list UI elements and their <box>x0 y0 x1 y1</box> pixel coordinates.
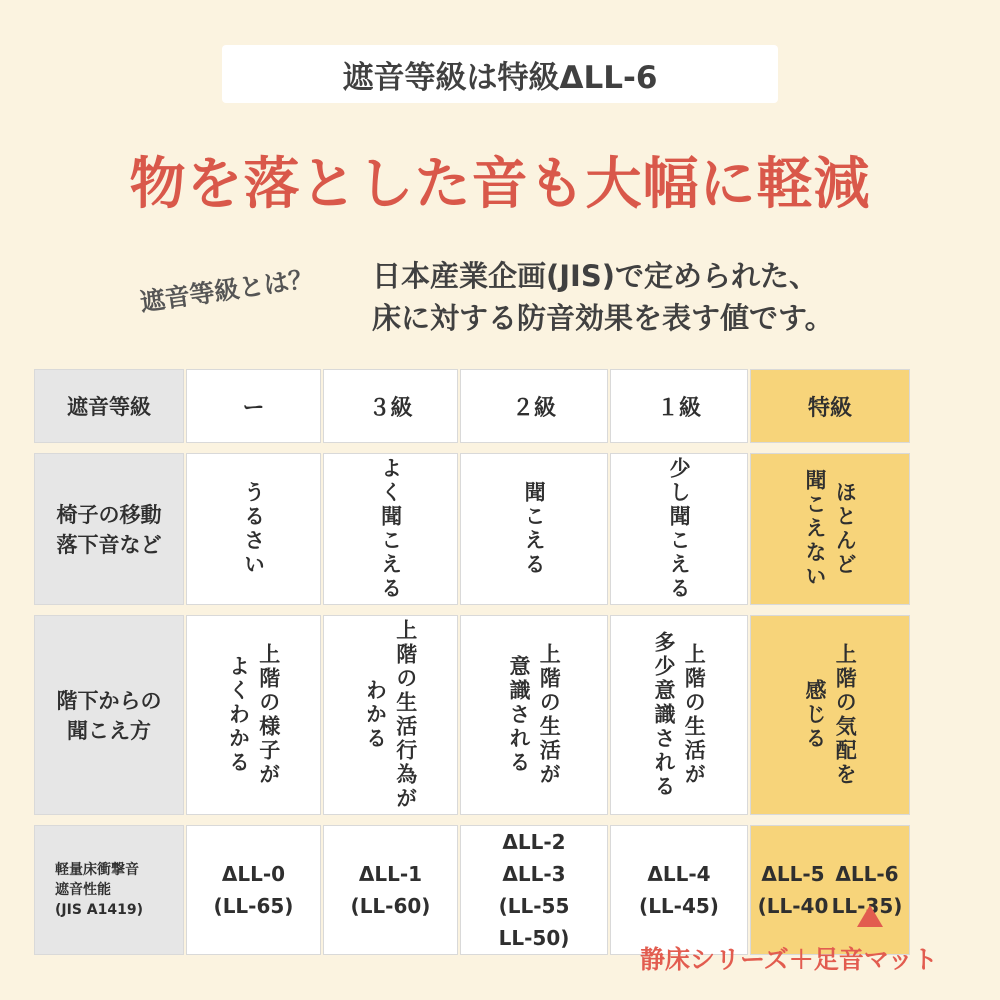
vertical-text: よく聞こえる <box>378 457 403 601</box>
performance-value: ΔLL-5 <box>761 862 825 886</box>
performance-value: (LL-65) <box>213 894 294 918</box>
performance-value: ΔLL-4 <box>647 862 711 886</box>
row-header-chair <box>34 453 184 605</box>
headline: 物を落とした音も大幅に軽減 <box>129 152 871 217</box>
vertical-text: 聞こえない <box>803 469 827 589</box>
performance-value: ΔLL-0 <box>221 862 286 886</box>
row-header-performance-line: 遮音性能 <box>55 882 111 898</box>
row-header-grade: 遮音等級 <box>34 369 184 443</box>
chair-cell <box>460 453 608 605</box>
performance-value: LL-50) <box>498 926 570 950</box>
row-header-hearing <box>34 615 184 815</box>
row-header-hearing-line: 階下からの <box>56 689 162 713</box>
vertical-text: 上階の生活が <box>682 643 707 787</box>
performance-cell <box>323 825 458 955</box>
vertical-text: 少し聞こえる <box>667 457 692 601</box>
chair-cell <box>323 453 458 605</box>
vertical-text: 感じる <box>803 679 827 751</box>
vertical-text: よくわかる <box>226 655 251 775</box>
row-header-chair-line: 落下音など <box>56 533 162 557</box>
performance-value: LL-35) <box>831 894 903 918</box>
grade-cell-highlight: 特級 <box>750 369 910 443</box>
explanation <box>372 255 834 339</box>
hearing-cell <box>610 615 748 815</box>
sound-insulation-table <box>32 367 912 957</box>
question-label: 遮音等級とは？ <box>138 263 316 317</box>
performance-value: ΔLL-3 <box>502 862 566 886</box>
grade-cell: ２級 <box>460 369 608 443</box>
row-header-performance-line: 軽量床衝撃音 <box>55 862 139 878</box>
vertical-text: うるさい <box>241 481 266 577</box>
row-header-performance-line: (JIS A1419) <box>55 902 143 918</box>
explanation-line-2: 床に対する防音効果を表す値です。 <box>372 301 834 335</box>
performance-value: ΔLL-2 <box>502 830 566 854</box>
vertical-text: 上階の生活が <box>537 643 562 787</box>
performance-value: (LL-40 <box>757 894 829 918</box>
explanation-line-1: 日本産業企画(JIS)で定められた、 <box>372 259 818 293</box>
row-header-hearing-line: 聞こえ方 <box>67 719 151 743</box>
grade-cell: １級 <box>610 369 748 443</box>
row-header-performance <box>34 825 184 955</box>
hearing-cell <box>323 615 458 815</box>
chair-cell <box>186 453 321 605</box>
vertical-text: 多少意識される <box>652 631 676 799</box>
hearing-cell-highlight <box>750 615 910 815</box>
product-note: 静床シリーズ＋足音マット <box>640 945 938 974</box>
performance-value: (LL-45) <box>639 894 719 918</box>
chair-cell-highlight <box>750 453 910 605</box>
vertical-text: 上階の様子が <box>256 643 281 787</box>
hearing-cell <box>460 615 608 815</box>
performance-value: ΔLL-1 <box>358 862 423 886</box>
performance-cell-highlight <box>750 825 910 955</box>
vertical-text: ほとんど <box>833 481 858 577</box>
performance-value: ΔLL-6 <box>835 862 899 886</box>
vertical-text: わかる <box>363 679 388 751</box>
hearing-cell <box>186 615 321 815</box>
vertical-text: 上階の気配を <box>833 643 858 787</box>
grade-cell: ー <box>186 369 321 443</box>
performance-cell <box>186 825 321 955</box>
grade-cell: ３級 <box>323 369 458 443</box>
performance-value: (LL-60) <box>350 894 431 918</box>
vertical-text: 上階の生活行為が <box>393 619 418 811</box>
chair-cell <box>610 453 748 605</box>
performance-cell <box>460 825 608 955</box>
performance-value: (LL-55 <box>498 894 570 918</box>
performance-cell <box>610 825 748 955</box>
up-arrow-icon <box>857 905 883 927</box>
title-badge: 遮音等級は特級ΔLL-6 <box>222 45 778 103</box>
vertical-text: 意識される <box>507 655 531 775</box>
row-header-chair-line: 椅子の移動 <box>56 503 162 527</box>
vertical-text: 聞こえる <box>522 481 547 577</box>
